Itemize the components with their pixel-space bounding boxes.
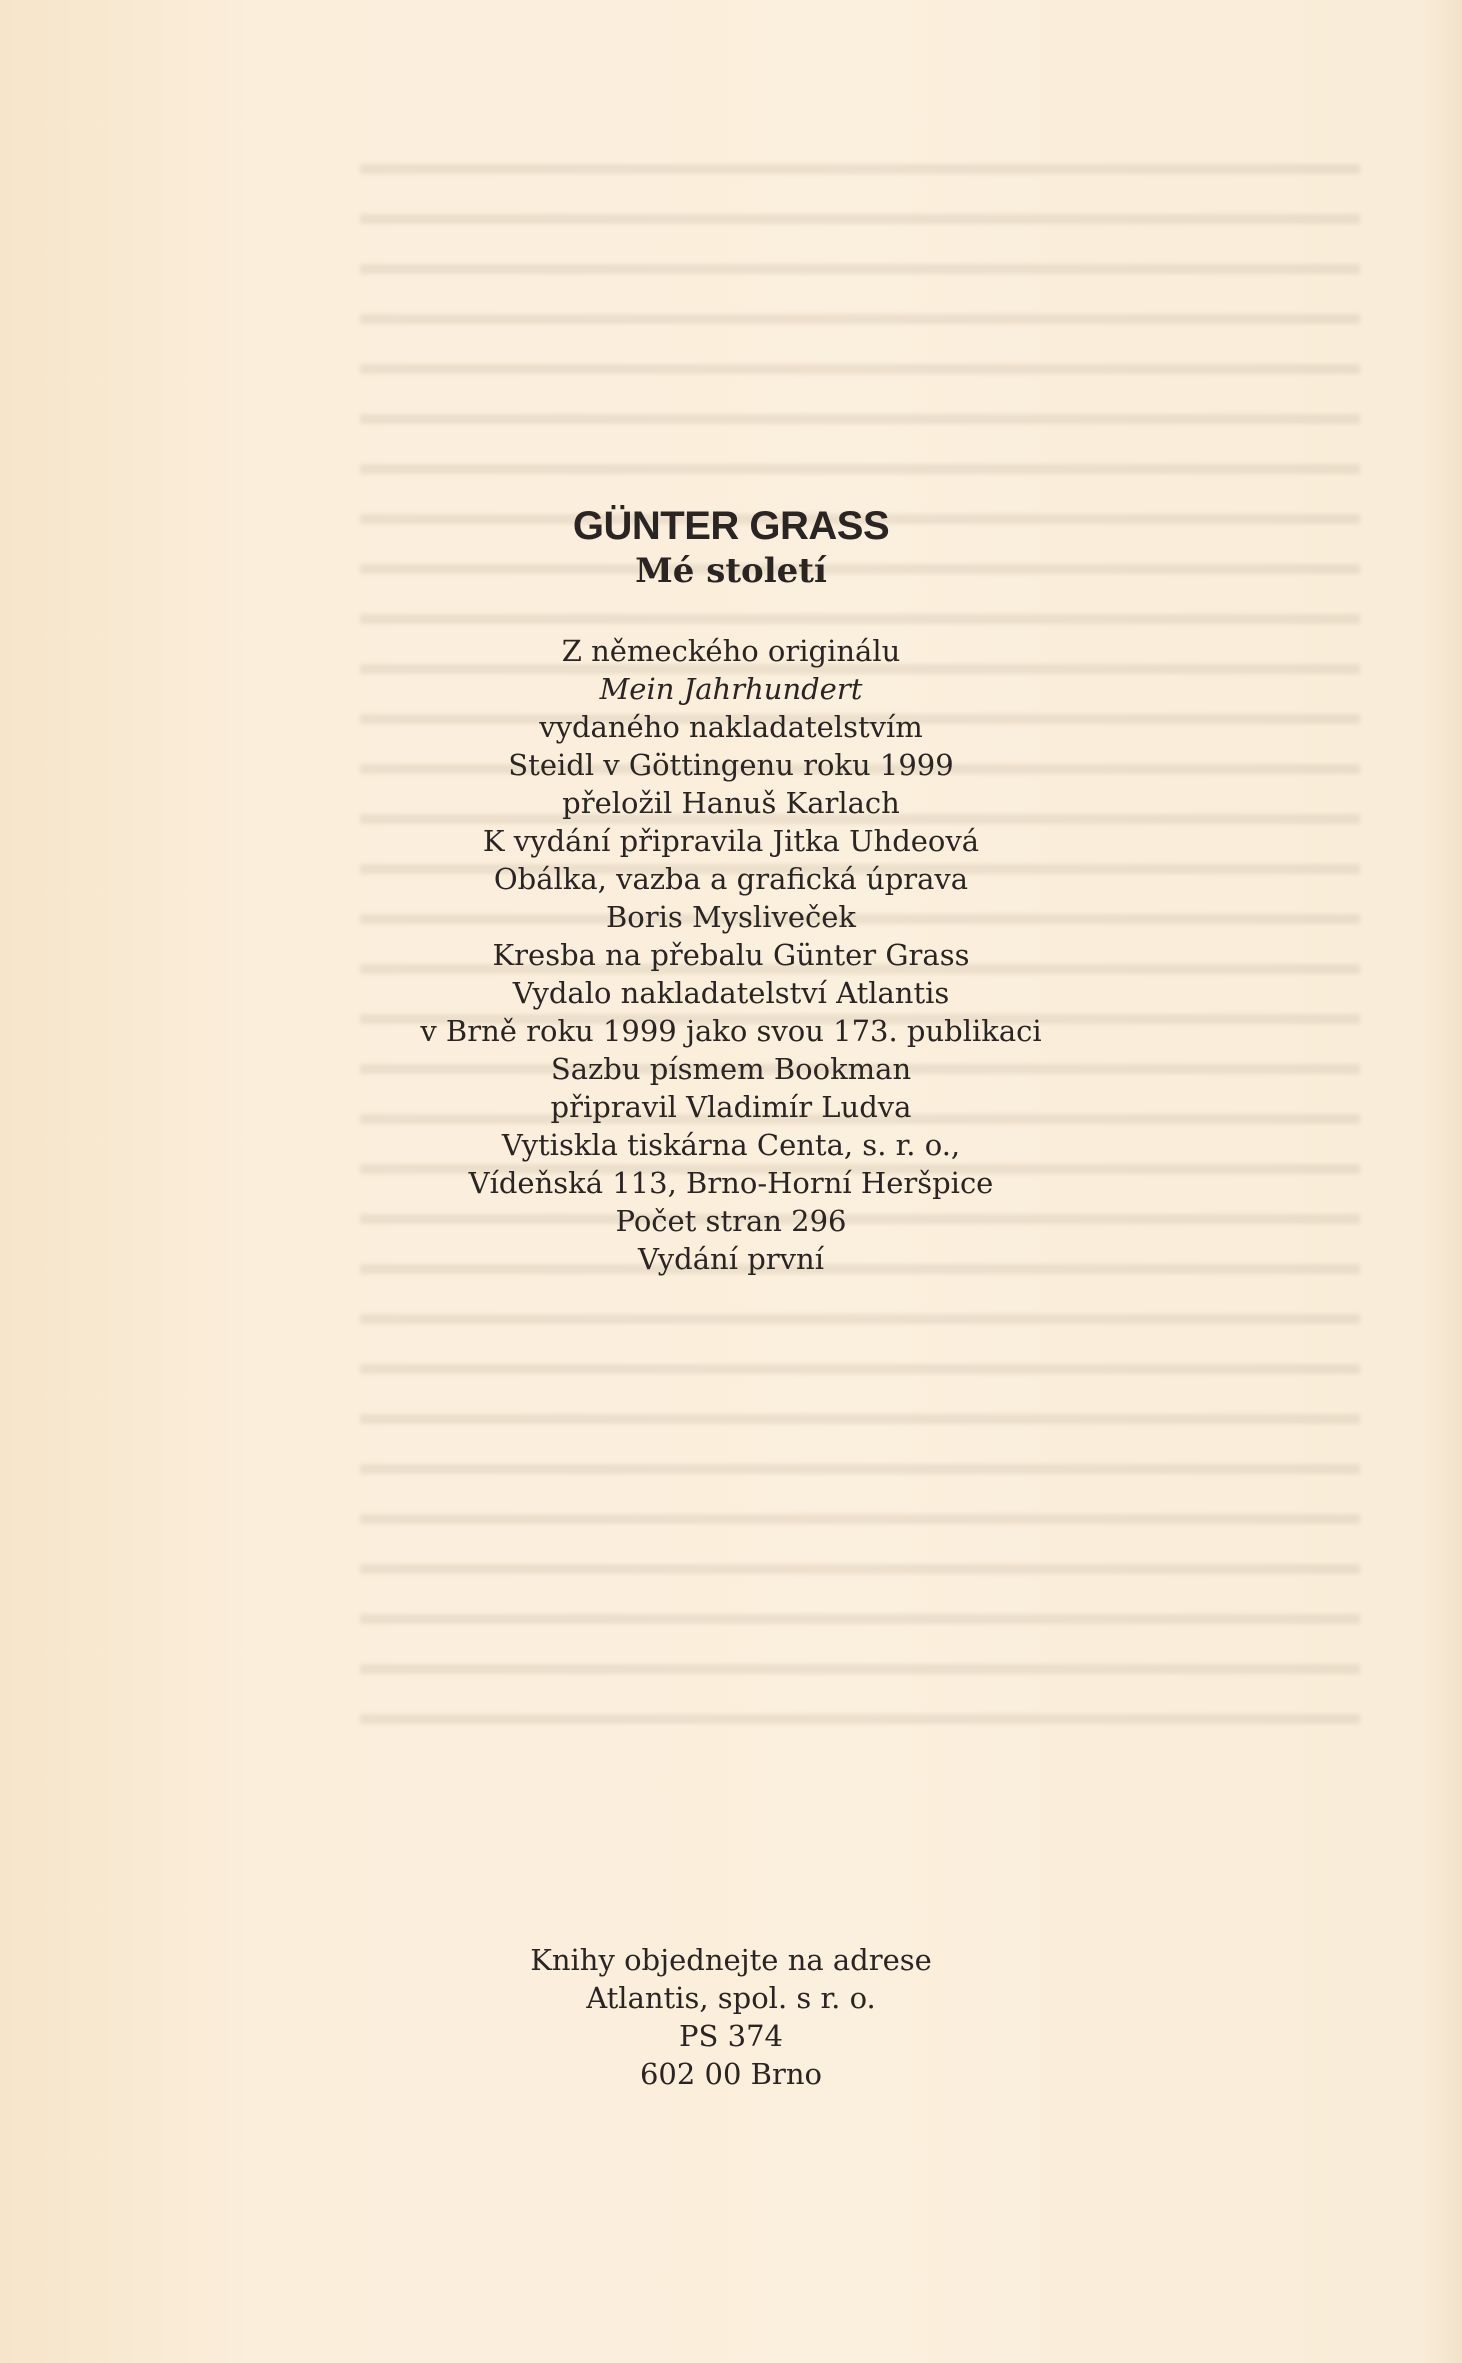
order-address-line: Atlantis, spol. s r. o.: [586, 1981, 876, 2015]
colophon-line: Obálka, vazba a grafická úprava: [493, 862, 969, 896]
order-address-line: 602 00 Brno: [639, 2057, 822, 2091]
colophon: [0, 632, 1462, 1278]
colophon-line: vydaného nakladatelstvím: [539, 710, 923, 744]
colophon-line: Počet stran 296: [615, 1204, 847, 1238]
original-title: Mein Jahrhundert: [599, 672, 863, 706]
colophon-line: Steidl v Göttingenu roku 1999: [508, 748, 954, 782]
colophon-line: Sazbu písmem Bookman: [550, 1052, 912, 1086]
colophon-line: přeložil Hanuš Karlach: [562, 786, 900, 820]
colophon-line: Kresba na přebalu Günter Grass: [492, 938, 970, 972]
order-address-line: PS 374: [679, 2019, 783, 2053]
colophon-line: Boris Mysliveček: [605, 900, 857, 934]
colophon-line: Vydalo nakladatelství Atlantis: [512, 976, 950, 1010]
author-name: GÜNTER GRASS: [572, 504, 890, 548]
colophon-line: Vídeňská 113, Brno-Horní Heršpice: [468, 1166, 994, 1200]
colophon-line: připravil Vladimír Ludva: [550, 1090, 912, 1124]
order-address-line: Knihy objednejte na adrese: [530, 1943, 932, 1977]
colophon-line: Vydání první: [638, 1242, 824, 1276]
colophon-line: Vytiskla tiskárna Centa, s. r. o.,: [501, 1128, 961, 1162]
colophon-line: Z německého originálu: [561, 634, 901, 668]
book-title: Mé století: [635, 551, 827, 591]
colophon-line: v Brně roku 1999 jako svou 173. publikaci: [420, 1014, 1042, 1048]
colophon-line: K vydání připravila Jitka Uhdeová: [482, 824, 980, 858]
order-address: [0, 1941, 1462, 2093]
